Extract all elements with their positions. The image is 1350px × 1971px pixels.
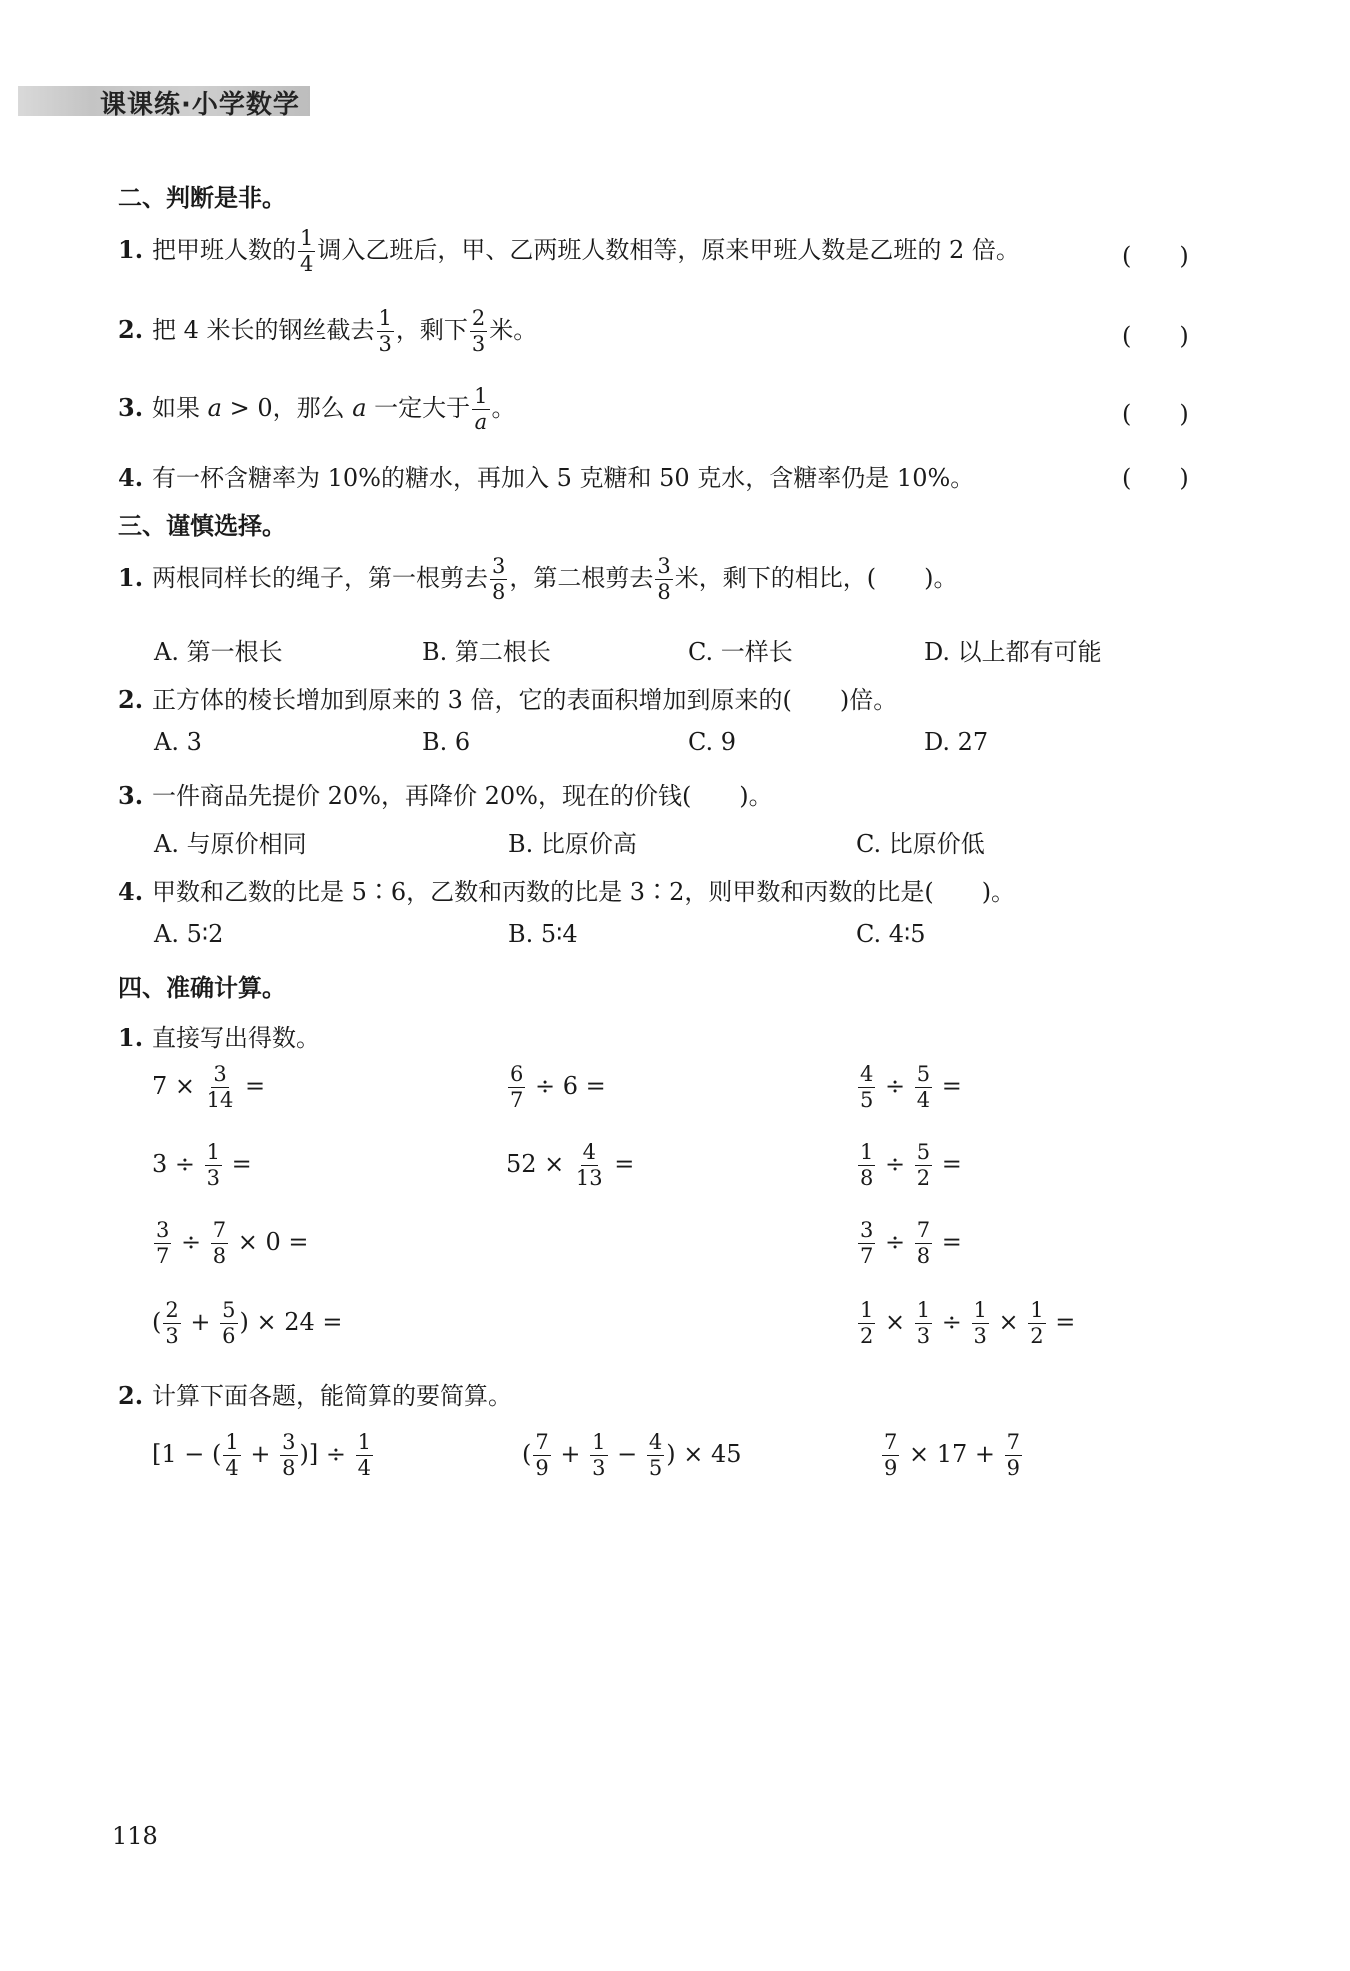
expression-1-1: 7 × $\frac{3}{14}$ = xyxy=(152,1062,266,1112)
option-b[interactable]: B. 5∶4 xyxy=(508,920,578,948)
item-text: 米。 xyxy=(489,316,538,344)
variable: a xyxy=(352,394,367,422)
item-text: 把 4 米长的钢丝截去 xyxy=(152,316,375,344)
item-number: 3. xyxy=(118,781,144,810)
option-a[interactable]: A. 与原价相同 xyxy=(154,830,307,858)
expression-2-2: 52 × $\frac{4}{13}$ = xyxy=(506,1140,635,1190)
answer-paren-4[interactable]: ( ) xyxy=(1122,464,1189,492)
option-b[interactable]: B. 比原价高 xyxy=(508,830,637,858)
fraction: $\frac{1}{a}$ xyxy=(474,384,488,434)
fraction: $\frac{1}{4}$ xyxy=(300,226,314,276)
item-number: 2. xyxy=(118,315,144,344)
answer-paren-3[interactable]: ( ) xyxy=(1122,400,1189,428)
option-a[interactable]: A. 5∶2 xyxy=(154,920,224,948)
expression-4-3: $\frac{1}{2}$ × $\frac{1}{3}$ ÷ $\frac{1}{3}$ × $\frac{1}{2}$ = xyxy=(860,1298,1076,1348)
expression-2-3: $\frac{1}{8}$ ÷ $\frac{5}{2}$ = xyxy=(860,1140,962,1190)
compute-expression-1: [1 − ( $\frac{1}{4}$ + $\frac{3}{8}$ )] ÷ $\frac{1}{4}$ xyxy=(152,1430,371,1480)
judge-item-3 xyxy=(118,386,516,433)
fraction: $\frac{3}{8}$ xyxy=(657,554,671,604)
item-number: 2. xyxy=(118,1381,144,1410)
item-text: ，第二根剪去 xyxy=(509,564,654,592)
item-text: 一定大于 xyxy=(366,394,471,422)
item-text: 一件商品先提价 20%，再降价 20%，现在的价钱( )。 xyxy=(152,782,773,810)
section-choice-title: 三、谨慎选择。 xyxy=(118,512,286,540)
expression-1-3: $\frac{4}{5}$ ÷ $\frac{5}{4}$ = xyxy=(860,1062,962,1112)
item-text: 米，剩下的相比，( )。 xyxy=(674,564,958,592)
judge-item-4 xyxy=(118,458,974,493)
item-text: 直接写出得数。 xyxy=(152,1024,320,1052)
item-text: 调入乙班后，甲、乙两班人数相等，原来甲班人数是乙班的 2 倍。 xyxy=(317,236,1020,264)
item-number: 4. xyxy=(118,463,144,492)
expression-3-1: $\frac{3}{7}$ ÷ $\frac{7}{8}$ × 0 = xyxy=(156,1218,309,1268)
item-text: 甲数和乙数的比是 5∶6，乙数和丙数的比是 3∶2，则甲数和丙数的比是( )。 xyxy=(152,878,1016,906)
option-c[interactable]: C. 比原价低 xyxy=(856,830,985,858)
option-b[interactable]: B. 6 xyxy=(422,728,471,756)
option-d[interactable]: D. 以上都有可能 xyxy=(924,638,1102,666)
calc-question-1 xyxy=(118,1018,320,1053)
expression-2-1: 3 ÷ $\frac{1}{3}$ = xyxy=(152,1140,252,1190)
judge-item-1 xyxy=(118,228,1020,275)
option-b[interactable]: B. 第二根长 xyxy=(422,638,551,666)
compute-expression-2: ( $\frac{7}{9}$ + $\frac{1}{3}$ − $\frac{4}{5}$ ) × 45 xyxy=(522,1430,742,1480)
option-c[interactable]: C. 9 xyxy=(688,728,737,756)
answer-paren-2[interactable]: ( ) xyxy=(1122,322,1189,350)
expression-1-2: $\frac{6}{7}$ ÷ 6 = xyxy=(510,1062,606,1112)
choice-question-3 xyxy=(118,776,773,811)
option-c[interactable]: C. 一样长 xyxy=(688,638,793,666)
expression-3-3: $\frac{3}{7}$ ÷ $\frac{7}{8}$ = xyxy=(860,1218,962,1268)
item-number: 1. xyxy=(118,1023,144,1052)
choice-question-2 xyxy=(118,680,897,715)
calc-question-2 xyxy=(118,1376,512,1411)
page-number: 118 xyxy=(112,1822,158,1850)
item-text: 有一杯含糖率为 10%的糖水，再加入 5 克糖和 50 克水，含糖率仍是 10%。 xyxy=(152,464,975,492)
compute-expression-3: $\frac{7}{9}$ × 17 + $\frac{7}{9}$ xyxy=(884,1430,1021,1480)
option-c[interactable]: C. 4∶5 xyxy=(856,920,926,948)
section-judge-title: 二、判断是非。 xyxy=(118,184,286,212)
book-title: 课课练·小学数学 xyxy=(100,90,300,120)
item-text: 如果 xyxy=(152,394,208,422)
choice-question-4 xyxy=(118,872,1015,907)
item-text: 。 xyxy=(491,394,516,422)
judge-item-2 xyxy=(118,308,537,355)
item-text: 把甲班人数的 xyxy=(152,236,296,264)
variable: a xyxy=(207,394,222,422)
option-a[interactable]: A. 第一根长 xyxy=(154,638,283,666)
item-number: 2. xyxy=(118,685,144,714)
option-d[interactable]: D. 27 xyxy=(924,728,989,756)
option-a[interactable]: A. 3 xyxy=(154,728,202,756)
item-number: 3. xyxy=(118,393,144,422)
expression-4-1: ( $\frac{2}{3}$ + $\frac{5}{6}$ ) × 24 = xyxy=(152,1298,343,1348)
item-number: 1. xyxy=(118,235,144,264)
item-number: 4. xyxy=(118,877,144,906)
fraction: $\frac{1}{3}$ xyxy=(378,306,392,356)
section-calc-title: 四、准确计算。 xyxy=(118,974,286,1002)
choice-question-1 xyxy=(118,556,957,603)
item-text: 两根同样长的绳子，第一根剪去 xyxy=(152,564,488,592)
item-text: 计算下面各题，能简算的要简算。 xyxy=(152,1382,512,1410)
item-number: 1. xyxy=(118,563,144,592)
item-text: 正方体的棱长增加到原来的 3 倍，它的表面积增加到原来的( )倍。 xyxy=(152,686,898,714)
fraction: $\frac{3}{8}$ xyxy=(492,554,506,604)
answer-paren-1[interactable]: ( ) xyxy=(1122,242,1189,270)
item-text: > 0，那么 xyxy=(221,394,353,422)
fraction: $\frac{2}{3}$ xyxy=(471,306,486,356)
item-text: ，剩下 xyxy=(395,316,468,344)
